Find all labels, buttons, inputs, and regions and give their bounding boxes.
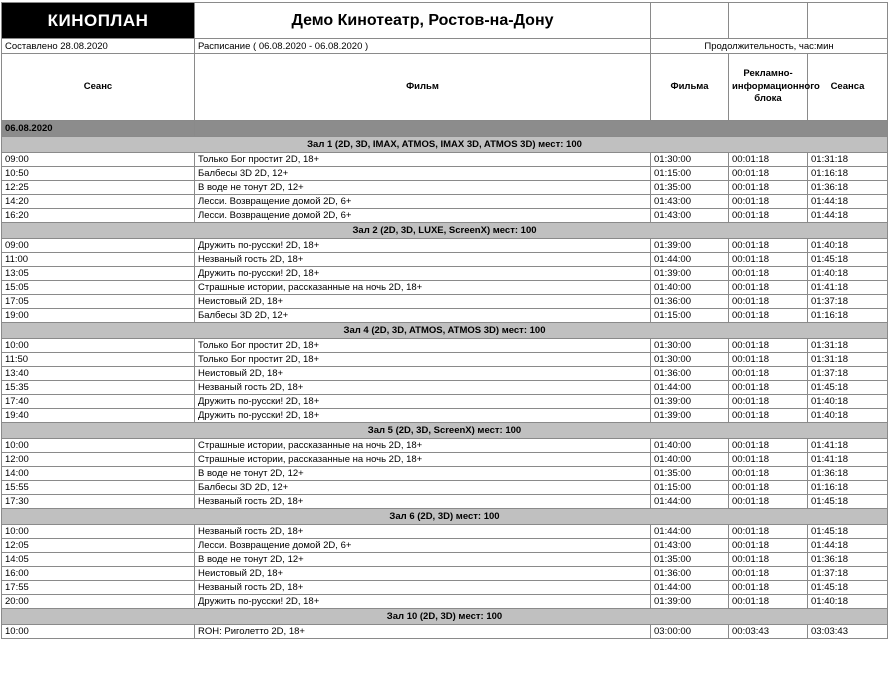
session-film: Незваный гость 2D, 18+ [195, 381, 651, 395]
session-film: Дружить по-русски! 2D, 18+ [195, 395, 651, 409]
hall-title: Зал 2 (2D, 3D, LUXE, ScreenX) мест: 100 [2, 223, 888, 239]
session-film-duration: 01:30:00 [651, 339, 729, 353]
session-film-duration: 01:43:00 [651, 195, 729, 209]
cinema-title: Демо Кинотеатр, Ростов-на-Дону [195, 3, 651, 39]
session-film-duration: 01:43:00 [651, 539, 729, 553]
session-row [2, 395, 888, 409]
session-time: 14:00 [2, 467, 195, 481]
session-time: 12:00 [2, 453, 195, 467]
session-total-duration: 01:16:18 [808, 167, 888, 181]
session-row [2, 439, 888, 453]
session-row [2, 167, 888, 181]
session-film: Неистовый 2D, 18+ [195, 367, 651, 381]
session-film-duration: 01:15:00 [651, 481, 729, 495]
session-time: 16:00 [2, 567, 195, 581]
session-ad-duration: 00:01:18 [729, 395, 808, 409]
session-film-duration: 01:35:00 [651, 181, 729, 195]
session-film-duration: 01:35:00 [651, 467, 729, 481]
session-film: Только Бог простит 2D, 18+ [195, 353, 651, 367]
session-row [2, 295, 888, 309]
session-time: 10:00 [2, 525, 195, 539]
session-film: Страшные истории, рассказанные на ночь 2D, 18+ [195, 281, 651, 295]
session-ad-duration: 00:01:18 [729, 167, 808, 181]
session-ad-duration: 00:01:18 [729, 567, 808, 581]
session-time: 20:00 [2, 595, 195, 609]
session-ad-duration: 00:03:43 [729, 625, 808, 639]
session-time: 17:40 [2, 395, 195, 409]
session-ad-duration: 00:01:18 [729, 253, 808, 267]
session-film: Неистовый 2D, 18+ [195, 295, 651, 309]
session-row [2, 553, 888, 567]
session-time: 14:05 [2, 553, 195, 567]
session-film-duration: 01:15:00 [651, 167, 729, 181]
session-row [2, 625, 888, 639]
session-total-duration: 01:31:18 [808, 339, 888, 353]
session-total-duration: 01:45:18 [808, 253, 888, 267]
hall-title: Зал 1 (2D, 3D, IMAX, ATMOS, IMAX 3D, ATMOS 3D) мест: 100 [2, 137, 888, 153]
header-empty-cell [808, 3, 888, 39]
session-total-duration: 01:40:18 [808, 239, 888, 253]
session-total-duration: 01:31:18 [808, 353, 888, 367]
session-total-duration: 01:16:18 [808, 309, 888, 323]
date-row [2, 121, 888, 137]
session-total-duration: 01:41:18 [808, 453, 888, 467]
session-row [2, 567, 888, 581]
session-film-duration: 01:44:00 [651, 253, 729, 267]
session-time: 15:35 [2, 381, 195, 395]
session-ad-duration: 00:01:18 [729, 267, 808, 281]
session-total-duration: 01:40:18 [808, 409, 888, 423]
session-time: 19:00 [2, 309, 195, 323]
session-row [2, 539, 888, 553]
session-film: Балбесы 3D 2D, 12+ [195, 167, 651, 181]
session-ad-duration: 00:01:18 [729, 239, 808, 253]
col-session-duration-header: Сеанса [808, 54, 888, 121]
session-row [2, 153, 888, 167]
session-ad-duration: 00:01:18 [729, 153, 808, 167]
session-time: 10:50 [2, 167, 195, 181]
session-film: Балбесы 3D 2D, 12+ [195, 481, 651, 495]
session-film: В воде не тонут 2D, 12+ [195, 553, 651, 567]
session-row [2, 339, 888, 353]
session-time: 19:40 [2, 409, 195, 423]
hall-header-row [2, 137, 888, 153]
session-time: 14:20 [2, 195, 195, 209]
session-row [2, 481, 888, 495]
session-time: 11:00 [2, 253, 195, 267]
session-row [2, 209, 888, 223]
session-ad-duration: 00:01:18 [729, 467, 808, 481]
session-ad-duration: 00:01:18 [729, 339, 808, 353]
session-film: В воде не тонут 2D, 12+ [195, 467, 651, 481]
session-time: 12:05 [2, 539, 195, 553]
session-row [2, 409, 888, 423]
session-film-duration: 01:39:00 [651, 395, 729, 409]
session-ad-duration: 00:01:18 [729, 481, 808, 495]
session-time: 13:05 [2, 267, 195, 281]
session-time: 11:50 [2, 353, 195, 367]
session-film: Дружить по-русски! 2D, 18+ [195, 595, 651, 609]
session-time: 09:00 [2, 153, 195, 167]
session-row [2, 467, 888, 481]
col-session-header: Сеанс [2, 54, 195, 121]
session-total-duration: 01:37:18 [808, 567, 888, 581]
session-time: 09:00 [2, 239, 195, 253]
session-total-duration: 01:45:18 [808, 495, 888, 509]
session-total-duration: 03:03:43 [808, 625, 888, 639]
session-film: Лесси. Возвращение домой 2D, 6+ [195, 195, 651, 209]
col-film-duration-header: Фильма [651, 54, 729, 121]
hall-title: Зал 5 (2D, 3D, ScreenX) мест: 100 [2, 423, 888, 439]
session-row [2, 525, 888, 539]
session-film-duration: 01:36:00 [651, 567, 729, 581]
session-row [2, 353, 888, 367]
session-row [2, 281, 888, 295]
col-ad-block-header: Рекламно-информационного блока [729, 54, 808, 121]
session-row [2, 181, 888, 195]
session-row [2, 267, 888, 281]
session-time: 10:00 [2, 439, 195, 453]
session-ad-duration: 00:01:18 [729, 439, 808, 453]
session-film: ROH: Риголетто 2D, 18+ [195, 625, 651, 639]
session-film: Незваный гость 2D, 18+ [195, 525, 651, 539]
session-film: Дружить по-русски! 2D, 18+ [195, 267, 651, 281]
session-film: Неистовый 2D, 18+ [195, 567, 651, 581]
schedule-range: Расписание ( 06.08.2020 - 06.08.2020 ) [195, 39, 651, 54]
session-total-duration: 01:44:18 [808, 209, 888, 223]
session-total-duration: 01:40:18 [808, 395, 888, 409]
session-total-duration: 01:40:18 [808, 595, 888, 609]
hall-title: Зал 4 (2D, 3D, ATMOS, ATMOS 3D) мест: 100 [2, 323, 888, 339]
session-ad-duration: 00:01:18 [729, 195, 808, 209]
session-film-duration: 01:44:00 [651, 381, 729, 395]
session-film: Страшные истории, рассказанные на ночь 2D, 18+ [195, 453, 651, 467]
session-film-duration: 01:35:00 [651, 553, 729, 567]
session-film-duration: 01:40:00 [651, 281, 729, 295]
session-row [2, 495, 888, 509]
session-time: 17:05 [2, 295, 195, 309]
hall-header-row [2, 323, 888, 339]
session-film-duration: 01:39:00 [651, 595, 729, 609]
session-total-duration: 01:40:18 [808, 267, 888, 281]
session-ad-duration: 00:01:18 [729, 495, 808, 509]
session-row [2, 453, 888, 467]
session-time: 12:25 [2, 181, 195, 195]
hall-header-row [2, 223, 888, 239]
session-film: Только Бог простит 2D, 18+ [195, 153, 651, 167]
session-film-duration: 01:15:00 [651, 309, 729, 323]
session-total-duration: 01:44:18 [808, 539, 888, 553]
session-total-duration: 01:31:18 [808, 153, 888, 167]
session-film: Только Бог простит 2D, 18+ [195, 339, 651, 353]
header-empty-cell [729, 3, 808, 39]
session-time: 15:55 [2, 481, 195, 495]
session-time: 10:00 [2, 625, 195, 639]
session-film-duration: 01:43:00 [651, 209, 729, 223]
session-film: Незваный гость 2D, 18+ [195, 581, 651, 595]
session-total-duration: 01:41:18 [808, 439, 888, 453]
session-row [2, 253, 888, 267]
session-ad-duration: 00:01:18 [729, 539, 808, 553]
header-row [2, 3, 888, 39]
brand-logo: КИНОПЛАН [2, 3, 195, 39]
session-ad-duration: 00:01:18 [729, 367, 808, 381]
header-empty-cell [651, 3, 729, 39]
session-total-duration: 01:37:18 [808, 367, 888, 381]
hall-title: Зал 10 (2D, 3D) мест: 100 [2, 609, 888, 625]
session-film-duration: 01:44:00 [651, 525, 729, 539]
session-ad-duration: 00:01:18 [729, 581, 808, 595]
session-time: 17:55 [2, 581, 195, 595]
session-total-duration: 01:45:18 [808, 381, 888, 395]
session-total-duration: 01:16:18 [808, 481, 888, 495]
session-ad-duration: 00:01:18 [729, 381, 808, 395]
session-ad-duration: 00:01:18 [729, 525, 808, 539]
session-film-duration: 01:30:00 [651, 153, 729, 167]
session-total-duration: 01:45:18 [808, 525, 888, 539]
session-film-duration: 01:36:00 [651, 295, 729, 309]
session-film: Балбесы 3D 2D, 12+ [195, 309, 651, 323]
session-film-duration: 01:39:00 [651, 267, 729, 281]
session-ad-duration: 00:01:18 [729, 281, 808, 295]
session-time: 10:00 [2, 339, 195, 353]
duration-label: Продолжительность, час:мин [651, 39, 888, 54]
session-ad-duration: 00:01:18 [729, 181, 808, 195]
session-film-duration: 01:39:00 [651, 239, 729, 253]
session-film-duration: 01:40:00 [651, 439, 729, 453]
session-film: Дружить по-русски! 2D, 18+ [195, 239, 651, 253]
session-film-duration: 01:44:00 [651, 495, 729, 509]
session-time: 15:05 [2, 281, 195, 295]
date-row-fill [195, 121, 888, 137]
session-film: Незваный гость 2D, 18+ [195, 495, 651, 509]
session-ad-duration: 00:01:18 [729, 453, 808, 467]
session-row [2, 309, 888, 323]
session-total-duration: 01:37:18 [808, 295, 888, 309]
session-film: Страшные истории, рассказанные на ночь 2D, 18+ [195, 439, 651, 453]
session-film: В воде не тонут 2D, 12+ [195, 181, 651, 195]
session-row [2, 239, 888, 253]
session-ad-duration: 00:01:18 [729, 295, 808, 309]
session-film-duration: 03:00:00 [651, 625, 729, 639]
session-film: Лесси. Возвращение домой 2D, 6+ [195, 539, 651, 553]
session-row [2, 367, 888, 381]
hall-header-row [2, 509, 888, 525]
session-film-duration: 01:36:00 [651, 367, 729, 381]
session-total-duration: 01:36:18 [808, 181, 888, 195]
session-time: 13:40 [2, 367, 195, 381]
schedule-table [1, 2, 888, 639]
session-film-duration: 01:40:00 [651, 453, 729, 467]
session-film-duration: 01:30:00 [651, 353, 729, 367]
session-ad-duration: 00:01:18 [729, 353, 808, 367]
session-row [2, 195, 888, 209]
hall-header-row [2, 423, 888, 439]
session-total-duration: 01:36:18 [808, 467, 888, 481]
session-total-duration: 01:41:18 [808, 281, 888, 295]
session-ad-duration: 00:01:18 [729, 309, 808, 323]
col-film-header: Фильм [195, 54, 651, 121]
session-film-duration: 01:39:00 [651, 409, 729, 423]
hall-header-row [2, 609, 888, 625]
session-time: 16:20 [2, 209, 195, 223]
session-total-duration: 01:45:18 [808, 581, 888, 595]
date-label: 06.08.2020 [2, 121, 195, 137]
session-row [2, 381, 888, 395]
session-film: Лесси. Возвращение домой 2D, 6+ [195, 209, 651, 223]
session-film-duration: 01:44:00 [651, 581, 729, 595]
session-ad-duration: 00:01:18 [729, 553, 808, 567]
session-row [2, 581, 888, 595]
session-film: Дружить по-русски! 2D, 18+ [195, 409, 651, 423]
session-ad-duration: 00:01:18 [729, 209, 808, 223]
session-row [2, 595, 888, 609]
column-header-row [2, 54, 888, 121]
session-total-duration: 01:44:18 [808, 195, 888, 209]
hall-title: Зал 6 (2D, 3D) мест: 100 [2, 509, 888, 525]
compiled-date: Составлено 28.08.2020 [2, 39, 195, 54]
session-total-duration: 01:36:18 [808, 553, 888, 567]
session-ad-duration: 00:01:18 [729, 595, 808, 609]
info-row [2, 39, 888, 54]
session-ad-duration: 00:01:18 [729, 409, 808, 423]
session-film: Незваный гость 2D, 18+ [195, 253, 651, 267]
session-time: 17:30 [2, 495, 195, 509]
